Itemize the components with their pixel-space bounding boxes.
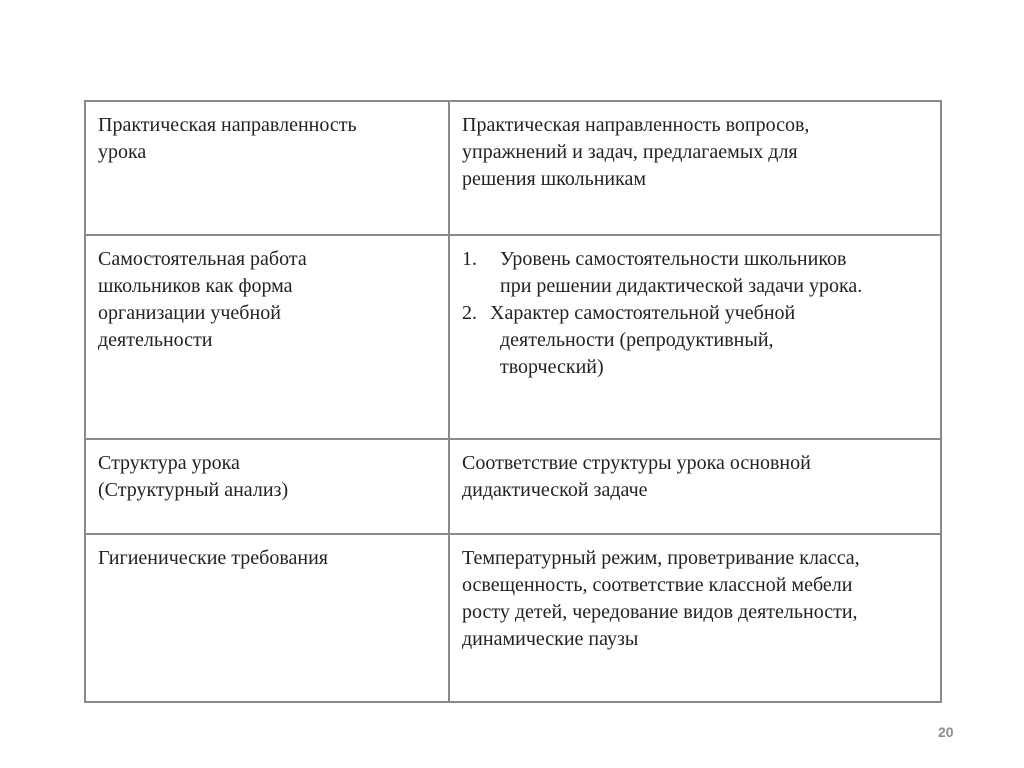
- cell-text-line: росту детей, чередование видов деятельности,: [462, 601, 858, 623]
- lesson-analysis-table: [84, 100, 942, 703]
- description-cell: [449, 534, 941, 702]
- table-row: [85, 439, 941, 534]
- list-item-text: Уровень самостоятельности школьников: [500, 248, 847, 270]
- cell-text-line: Практическая направленность вопросов,: [462, 114, 810, 136]
- cell-text-line: решения школьникам: [462, 168, 647, 190]
- cell-text-line: организации учебной: [98, 302, 281, 324]
- table-row: [85, 101, 941, 235]
- cell-text-line: (Структурный анализ): [98, 479, 289, 501]
- cell-text-line: освещенность, соответствие классной мебели: [462, 574, 853, 596]
- list-item-text: Характер самостоятельной учебной: [490, 302, 796, 324]
- description-cell: [449, 101, 941, 235]
- cell-text-line: Самостоятельная работа: [98, 248, 307, 270]
- cell-text-line: урока: [98, 141, 147, 163]
- criterion-cell: [85, 101, 449, 235]
- criterion-cell: [85, 235, 449, 439]
- cell-text-line: динамические паузы: [462, 628, 639, 650]
- cell-text-line: деятельности: [98, 329, 213, 351]
- list-item-text: при решении дидактической задачи урока.: [500, 275, 863, 297]
- cell-text-line: школьников как форма: [98, 275, 293, 297]
- description-cell: [449, 439, 941, 534]
- cell-text-line: Структура урока: [98, 452, 240, 474]
- list-item-number: 2.: [462, 302, 477, 324]
- numbered-list: [462, 246, 928, 381]
- cell-text-line: упражнений и задач, предлагаемых для: [462, 141, 798, 163]
- description-cell: [449, 235, 941, 439]
- cell-text-line: Гигиенические требования: [98, 547, 328, 569]
- cell-text-line: Температурный режим, проветривание класса,: [462, 547, 860, 569]
- list-item-text: деятельности (репродуктивный,: [500, 329, 774, 351]
- page-number: 20: [938, 724, 954, 740]
- list-item: [462, 246, 928, 300]
- table-row: [85, 235, 941, 439]
- list-item-text: творческий): [500, 356, 604, 378]
- criterion-cell: [85, 439, 449, 534]
- list-item: [462, 300, 928, 381]
- cell-text-line: Практическая направленность: [98, 114, 357, 136]
- criterion-cell: [85, 534, 449, 702]
- list-item-number: 1.: [462, 248, 477, 270]
- cell-text-line: Соответствие структуры урока основной: [462, 452, 811, 474]
- table-row: [85, 534, 941, 702]
- cell-text-line: дидактической задаче: [462, 479, 648, 501]
